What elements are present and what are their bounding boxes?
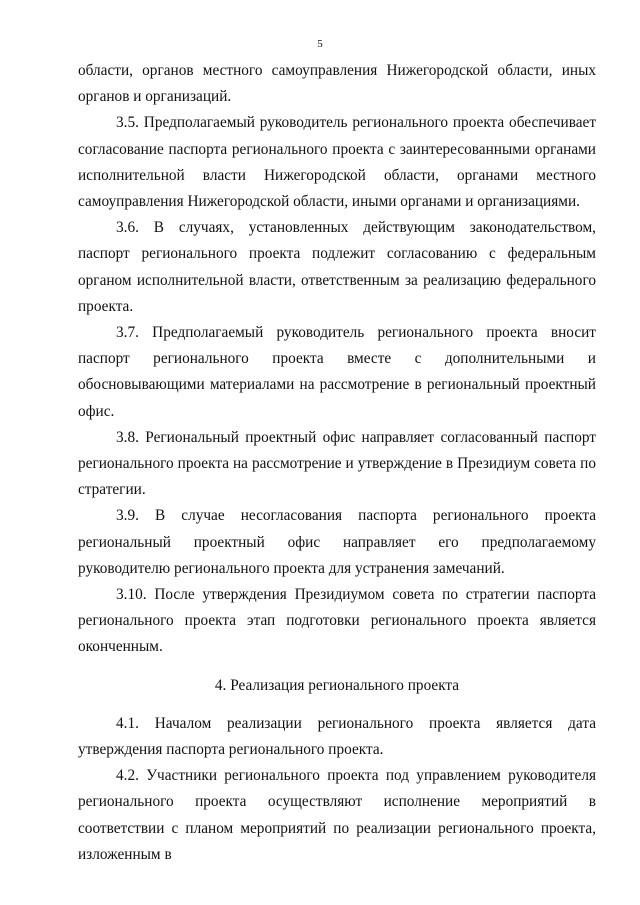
paragraph-continuation: области, органов местного самоуправления Нижегородской области, иных органов и организаций. [78, 62, 596, 106]
paragraph-4-1: 4.1. Началом реализации регионального проекта является дата утверждения паспорта регионального проекта. [78, 714, 596, 759]
section-heading: 4. Реализация регионального проекта [214, 676, 460, 694]
paragraph-3-6: 3.6. В случаях, установленных действующим законодательством, паспорт регионального проекта подлежит согласованию с федеральным органом исполнительной власти, ответственным за реализацию федерального проекта. [78, 219, 596, 315]
paragraph-3-5: 3.5. Предполагаемый руководитель регионального проекта обеспечивает согласование паспорта регионального проекта с заинтересованными органами исполнительной власти Нижегородской области, органами местного самоуправления Нижегородской области, иными органами и организациями. [78, 114, 596, 211]
paragraph-3-10: 3.10. После утверждения Президиумом совета по стратегии паспорта регионального проекта этап подготовки регионального проекта является оконченным. [78, 586, 596, 656]
page-number: 5 [317, 38, 323, 50]
paragraph-4-2: 4.2. Участники регионального проекта под управлением руководителя регионального проекта осуществляют исполнение мероприятий в соответствии с планом мероприятий по реализации регионального проекта, изложенным в [78, 767, 596, 863]
paragraph-3-9: 3.9. В случае несогласования паспорта регионального проекта региональный проектный офис направляет его предполагаемому руководителю регионального проекта для устранения замечаний. [78, 507, 596, 577]
paragraph-3-7: 3.7. Предполагаемый руководитель регионального проекта вносит паспорт регионального проекта вместе с дополнительными и обосновывающими материалами на рассмотрение в региональный проектный офис. [78, 324, 596, 420]
paragraph-3-8: 3.8. Региональный проектный офис направляет согласованный паспорт регионального проекта на рассмотрение и утверждение в Президиум совета по стратегии. [78, 428, 596, 499]
document-body [78, 58, 596, 868]
